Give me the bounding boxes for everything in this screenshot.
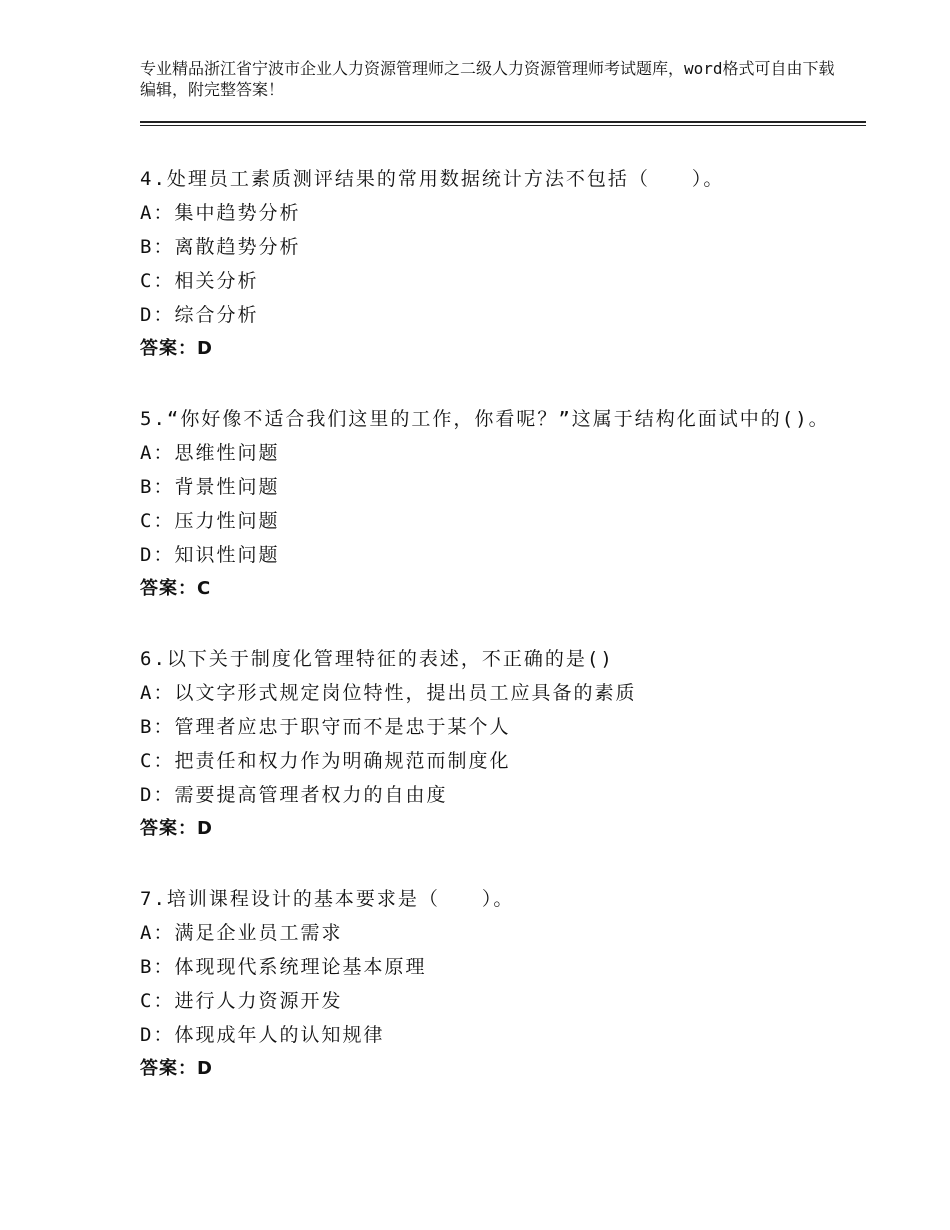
answer: 答案：D	[140, 1058, 213, 1079]
option-c: C：把责任和权力作为明确规范而制度化	[140, 750, 511, 772]
option-a: A：满足企业员工需求	[140, 922, 343, 944]
option-b: B：管理者应忠于职守而不是忠于某个人	[140, 716, 511, 738]
header-divider	[140, 121, 866, 123]
option-d: D：知识性问题	[140, 544, 280, 566]
option-d: D：综合分析	[140, 304, 259, 326]
option-c: C：相关分析	[140, 270, 259, 292]
question-stem: 5.“你好像不适合我们这里的工作，你看呢？”这属于结构化面试中的()。	[140, 408, 830, 430]
option-c: C：进行人力资源开发	[140, 990, 343, 1012]
option-d: D：需要提高管理者权力的自由度	[140, 784, 448, 806]
question-4	[140, 162, 840, 366]
document-header: 专业精品浙江省宁波市企业人力资源管理师之二级人力资源管理师考试题库，word格式可自由下载编辑，附完整答案！	[140, 59, 835, 99]
question-stem: 6.以下关于制度化管理特征的表述，不正确的是()	[140, 648, 614, 670]
header-divider-thin	[140, 125, 866, 126]
option-b: B：体现现代系统理论基本原理	[140, 956, 427, 978]
question-5	[140, 402, 840, 606]
question-7	[140, 882, 840, 1086]
option-a: A：集中趋势分析	[140, 202, 301, 224]
question-stem: 4.处理员工素质测评结果的常用数据统计方法不包括（ ）。	[140, 168, 725, 190]
question-6	[140, 642, 840, 846]
option-a: A：以文字形式规定岗位特性，提出员工应具备的素质	[140, 682, 637, 704]
question-stem: 7.培训课程设计的基本要求是（ ）。	[140, 888, 515, 910]
answer: 答案：C	[140, 578, 212, 599]
option-b: B：背景性问题	[140, 476, 280, 498]
option-b: B：离散趋势分析	[140, 236, 301, 258]
option-d: D：体现成年人的认知规律	[140, 1024, 385, 1046]
option-a: A：思维性问题	[140, 442, 280, 464]
question-list	[140, 162, 840, 1122]
answer: 答案：D	[140, 338, 213, 359]
answer: 答案：D	[140, 818, 213, 839]
option-c: C：压力性问题	[140, 510, 280, 532]
